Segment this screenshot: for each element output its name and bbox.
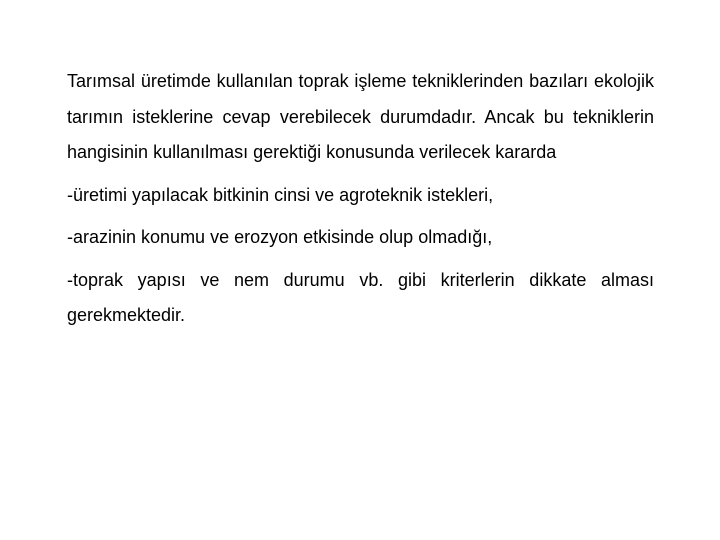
- slide-text-body: [67, 64, 654, 334]
- criterion-land-paragraph: -arazinin konumu ve erozyon etkisinde olup olmadığı,: [67, 227, 493, 247]
- criterion-soil-paragraph: -toprak yapısı ve nem durumu vb. gibi kriterlerin dikkate alması gerekmektedir.: [67, 269, 654, 325]
- criterion-crop-paragraph: -üretimi yapılacak bitkinin cinsi ve agroteknik istekleri,: [67, 184, 494, 205]
- intro-paragraph: Tarımsal üretimde kullanılan toprak işleme tekniklerinden bazıları ekolojik tarımın isteklerine cevap verebilecek durumdadır. Ancak bu tekniklerin hangisinin kullanılması gerektiği konusunda verilecek kararda: [67, 71, 654, 162]
